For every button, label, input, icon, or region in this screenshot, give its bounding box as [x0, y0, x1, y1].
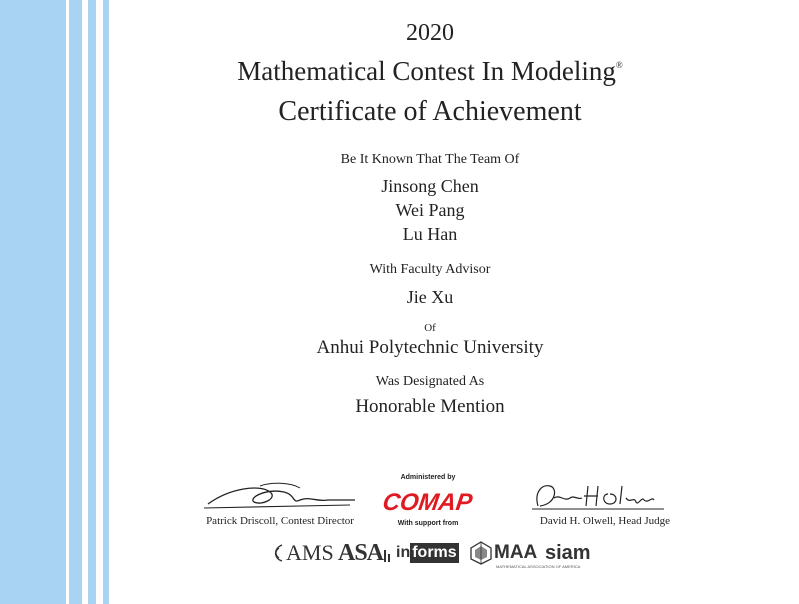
ams-text: AMS [286, 540, 334, 565]
comap-logo-text: COMAP [380, 489, 474, 516]
informs-box: forms [412, 544, 457, 561]
support-text: With support from [397, 520, 459, 527]
designation: Honorable Mention [355, 396, 505, 417]
registered-mark: ® [615, 60, 623, 70]
border-gap [96, 0, 103, 604]
team-member: Lu Han [402, 224, 458, 244]
asa-logo [338, 538, 393, 568]
maa-subtitle: MATHEMATICAL ASSOCIATION OF AMERICA [496, 564, 581, 569]
border-stripe [69, 0, 82, 604]
sponsor-logos [270, 538, 630, 568]
siam-logo [545, 538, 591, 568]
judge-caption: David H. Olwell, Head Judge [539, 515, 671, 527]
contest-name-text: Mathematical Contest In Modeling [237, 56, 616, 86]
intro-text: Be It Known That The Team Of [340, 152, 520, 167]
administered-by-text: Administered by [400, 474, 456, 481]
certificate-title: Certificate of Achievement [278, 96, 582, 127]
border-stripe [88, 0, 96, 604]
maa-emblem-icon [468, 540, 494, 566]
advisor-name: Jie Xu [406, 287, 454, 307]
siam-text: siam [545, 541, 591, 564]
team-member: Wei Pang [395, 200, 465, 220]
team-member: Jinsong Chen [381, 176, 479, 196]
asa-text: ASA [338, 539, 384, 566]
director-caption: Patrick Driscoll, Contest Director [206, 515, 354, 527]
designation-label: Was Designated As [375, 374, 485, 389]
contest-name [130, 56, 730, 87]
institution-name: Anhui Polytechnic University [316, 337, 544, 358]
certificate-year: 2020 [406, 20, 454, 46]
director-signature [200, 478, 360, 514]
of-label: Of [424, 322, 436, 334]
comap-logo [380, 484, 474, 518]
ams-emblem-icon [270, 542, 284, 564]
border-stripe-thin [103, 0, 109, 604]
judge-signature [528, 478, 668, 514]
informs-logo [396, 538, 459, 568]
ams-logo [270, 538, 334, 568]
border-stripe-wide [0, 0, 66, 604]
maa-text: MAA [494, 542, 538, 563]
asa-bars-icon [383, 542, 393, 564]
informs-prefix: in [396, 544, 411, 561]
advisor-label: With Faculty Advisor [369, 262, 491, 277]
